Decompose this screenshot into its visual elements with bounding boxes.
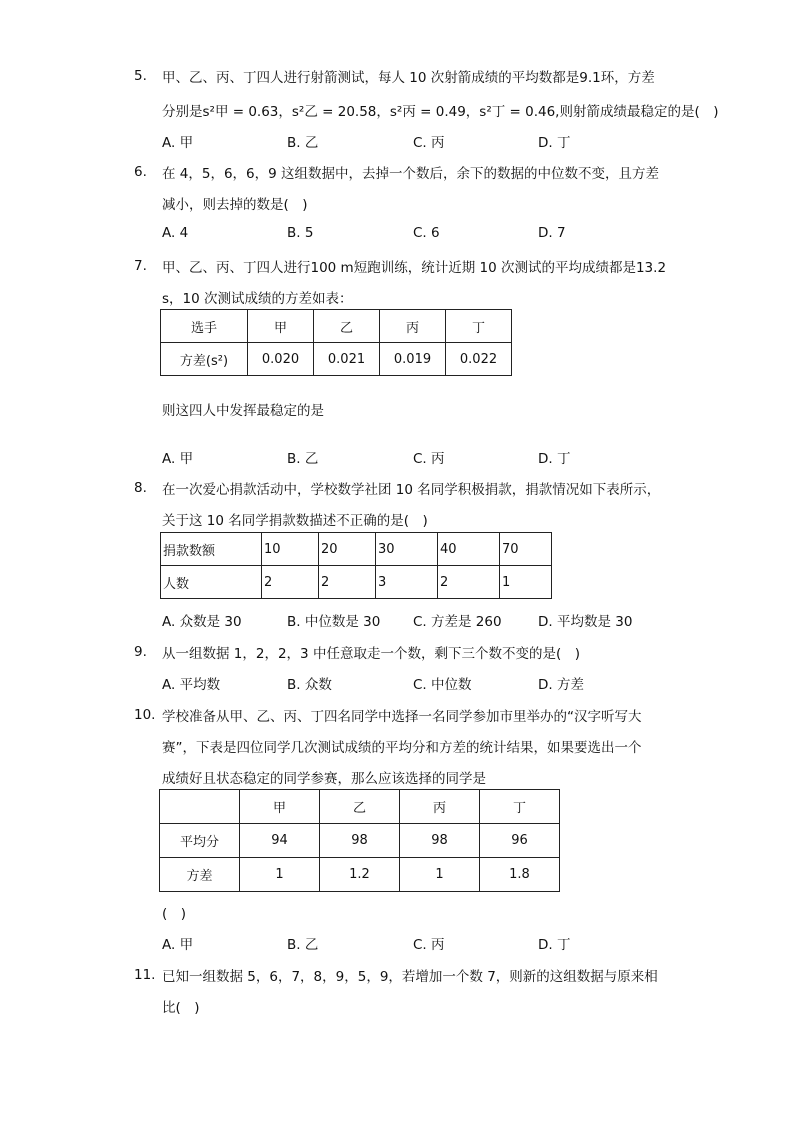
question-text: 甲、乙、丙、丁四人进行100 m短跑训练，统计近期 10 次测试的平均成绩都是13.2	[162, 260, 667, 276]
table-cell: 0.020	[248, 343, 314, 376]
score-table	[159, 789, 560, 892]
table-header-cell: 甲	[248, 310, 314, 343]
option-a[interactable]: A. 平均数	[162, 677, 221, 693]
question-number: 7.	[134, 258, 147, 274]
question-text: s，10 次测试成绩的方差如表：	[162, 291, 353, 307]
question-text: 则这四人中发挥最稳定的是	[162, 403, 324, 419]
question-number: 10.	[134, 707, 156, 723]
question-text: 比( )	[162, 1000, 200, 1016]
question-text: 赛”，下表是四位同学几次测试成绩的平均分和方差的统计结果，如果要选出一个	[162, 740, 642, 756]
option-a[interactable]: A. 甲	[162, 135, 194, 151]
table-header-cell: 30	[376, 533, 438, 566]
table-cell: 0.021	[314, 343, 380, 376]
answer-paren: ( )	[162, 906, 187, 922]
option-d[interactable]: D. 7	[538, 225, 566, 241]
table-cell: 1	[240, 858, 320, 892]
question-text: 关于这 10 名同学捐款数描述不正确的是( )	[162, 513, 428, 529]
table-header-cell: 40	[438, 533, 500, 566]
question-text: 成绩好且状态稳定的同学参赛，那么应该选择的同学是	[162, 771, 486, 787]
table-header-cell: 70	[500, 533, 552, 566]
table-header-cell: 丁	[446, 310, 512, 343]
table-cell: 98	[320, 824, 400, 858]
table-header-cell: 乙	[320, 790, 400, 824]
question-text: 减小，则去掉的数是( )	[162, 197, 308, 213]
table-cell: 平均分	[160, 824, 240, 858]
option-b[interactable]: B. 乙	[287, 451, 319, 467]
option-c[interactable]: C. 方差是 260	[413, 614, 502, 630]
option-b[interactable]: B. 中位数是 30	[287, 614, 381, 630]
option-b[interactable]: B. 乙	[287, 135, 319, 151]
option-c[interactable]: C. 中位数	[413, 677, 472, 693]
option-d[interactable]: D. 方差	[538, 677, 584, 693]
option-a[interactable]: A. 甲	[162, 451, 194, 467]
table-cell: 3	[376, 566, 438, 599]
table-cell: 1	[500, 566, 552, 599]
table-header-cell: 10	[262, 533, 319, 566]
option-d[interactable]: D. 丁	[538, 135, 571, 151]
table-cell: 0.022	[446, 343, 512, 376]
question-text: 学校准备从甲、乙、丙、丁四名同学中选择一名同学参加市里举办的“汉字听写大	[162, 709, 642, 725]
option-c[interactable]: C. 丙	[413, 451, 445, 467]
question-text: 分别是s²甲 = 0.63，s²乙 = 20.58，s²丙 = 0.49，s²丁 = 0.46,则射箭成绩最稳定的是( )	[162, 104, 719, 120]
table-header-cell: 丙	[380, 310, 446, 343]
question-text: 在 4，5，6，6，9 这组数据中，去掉一个数后，余下的数据的中位数不变，且方差	[162, 166, 660, 182]
table-cell: 96	[480, 824, 560, 858]
question-number: 8.	[134, 480, 147, 496]
option-d[interactable]: D. 丁	[538, 937, 571, 953]
table-cell: 方差	[160, 858, 240, 892]
option-d[interactable]: D. 丁	[538, 451, 571, 467]
table-header-cell: 丙	[400, 790, 480, 824]
table-cell: 人数	[161, 566, 262, 599]
variance-table	[160, 309, 512, 376]
table-cell: 2	[262, 566, 319, 599]
table-header-cell: 20	[319, 533, 376, 566]
option-c[interactable]: C. 丙	[413, 135, 445, 151]
question-text: 在一次爱心捐款活动中，学校数学社团 10 名同学积极捐款，捐款情况如下表所示，	[162, 482, 661, 498]
table-cell: 94	[240, 824, 320, 858]
table-cell: 0.019	[380, 343, 446, 376]
table-header-cell: 捐款数额	[161, 533, 262, 566]
option-d[interactable]: D. 平均数是 30	[538, 614, 633, 630]
question-text: 已知一组数据 5，6，7，8，9，5，9，若增加一个数 7，则新的这组数据与原来相	[162, 969, 658, 985]
question-number: 11.	[134, 967, 156, 983]
table-cell: 1.2	[320, 858, 400, 892]
table-header-cell: 丁	[480, 790, 560, 824]
donation-table	[160, 532, 552, 599]
table-header-cell: 乙	[314, 310, 380, 343]
question-number: 5.	[134, 68, 147, 84]
table-cell: 1.8	[480, 858, 560, 892]
table-cell: 2	[438, 566, 500, 599]
option-c[interactable]: C. 6	[413, 225, 440, 241]
question-text: 甲、乙、丙、丁四人进行射箭测试，每人 10 次射箭成绩的平均数都是9.1环，方差	[162, 70, 655, 86]
table-header-cell: 选手	[161, 310, 248, 343]
question-number: 9.	[134, 644, 147, 660]
option-b[interactable]: B. 众数	[287, 677, 332, 693]
table-cell: 98	[400, 824, 480, 858]
question-number: 6.	[134, 164, 147, 180]
question-text: 从一组数据 1，2，2，3 中任意取走一个数，剩下三个数不变的是( )	[162, 646, 580, 662]
table-header-cell	[160, 790, 240, 824]
table-header-cell: 甲	[240, 790, 320, 824]
table-cell: 1	[400, 858, 480, 892]
table-cell: 2	[319, 566, 376, 599]
option-a[interactable]: A. 4	[162, 225, 189, 241]
option-b[interactable]: B. 乙	[287, 937, 319, 953]
table-cell: 方差(s²)	[161, 343, 248, 376]
option-b[interactable]: B. 5	[287, 225, 314, 241]
option-a[interactable]: A. 甲	[162, 937, 194, 953]
option-a[interactable]: A. 众数是 30	[162, 614, 242, 630]
option-c[interactable]: C. 丙	[413, 937, 445, 953]
